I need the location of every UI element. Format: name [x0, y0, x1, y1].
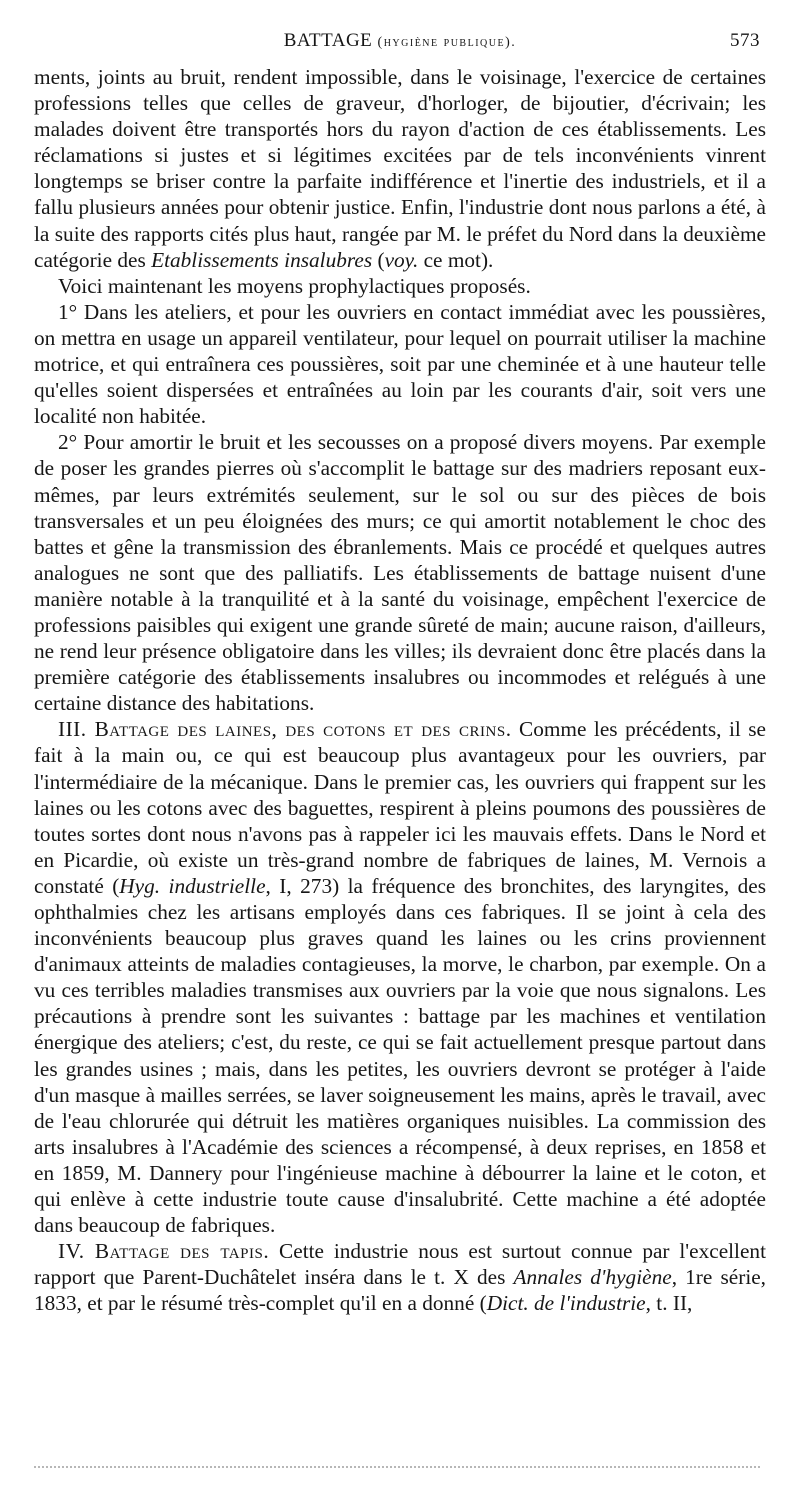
header-title: BATTAGE [283, 30, 373, 51]
paragraph-measure-1: 1° Dans les ateliers, et pour les ouvriers en contact immédiat avec les poussières, on mettra en usage un appareil ventilateur, pour lequel on pourrait utiliser la machine motrice, et qui entraînera ces poussières, soit par une cheminée et à une hauteur telle qu'elles soient dispersées et entraînées au loin par les courants d'air, soit vers une localité non habitée. [34, 299, 766, 429]
section-iii-heading: III. Battage des laines, des cotons et des crins. [58, 717, 512, 742]
paragraph-prophylaxis-intro: Voici maintenant les moyens prophylactiques proposés. [58, 273, 531, 298]
running-header [34, 30, 766, 64]
header-subtitle: (hygiène publique). [377, 35, 517, 50]
section-iv-heading: IV. Battage des tapis. [58, 1239, 270, 1264]
section-iv-paragraph: IV. Battage des tapis. Cette industrie nous est surtout connue par l'excellent rapport que Parent-Duchâtelet inséra dans le t. X des Annales d'hygiène, 1re série, 1833, et par le résumé très-complet qu'il en a donné (Dict. de l'industrie, t. II, [34, 1239, 767, 1316]
running-title [34, 30, 766, 52]
paragraph-continuation: ments, joints au bruit, rendent impossible, dans le voisinage, l'exercice de certaines professions telles que celles de graveur, d'horloger, de bijoutier, d'écrivain; les malades doivent être transportés hors du rayon d'action de ces établissements. Les réclamations si justes et si légitimes excitées par de tels inconvénients vinrent longtemps se briser contre la parfaite indifférence et l'inertie des industriels, et il a fallu plusieurs années pour obtenir justice. Enfin, l'industrie dont nous parlons a été, à la suite des rapports cités plus haut, rangée par M. le préfet du Nord dans la deuxième catégorie des Etablissements insalubres (voy. ce mot). [34, 65, 766, 272]
page-number: 573 [730, 30, 760, 51]
paragraph-measure-2: 2° Pour amortir le bruit et les secousses on a proposé divers moyens. Par exemple de poser les grandes pierres où s'accomplit le battage sur des madriers reposant eux-mêmes, par leurs extrémités seulement, sur le sol ou sur des pièces de bois transversales et un peu éloignées des murs; ce qui amortit notablement le choc des battes et gêne la transmission des ébranlements. Mais ce procédé et quelques autres analogues ne sont que des palliatifs. Les établissements de battage nuisent d'une manière notable à la tranquilité et à la santé du voisinage, empêchent l'exercice de professions paisibles qui exigent une grande sûreté de main; aucune raison, d'ailleurs, ne rend leur présence obligatoire dans les villes; ils devraient donc être placés dans la première catégorie des établissements insalubres ou incommodes et relégués à une certaine distance des habitations. [34, 430, 766, 716]
footer-rule [34, 1466, 760, 1470]
section-iii-paragraph: III. Battage des laines, des cotons et des crins. Comme les précédents, il se fait à la main ou, ce qui est beaucoup plus avantageux pour les ouvriers, par l'intermédiaire de la mécanique. Dans le premier cas, les ouvriers qui frappent sur les laines ou les cotons avec des baguettes, respirent à pleins poumons des poussières de toutes sortes dont nous n'avons pas à rappeler ici les mauvais effets. Dans le Nord et en Picardie, où existe un très-grand nombre de fabriques de laines, M. Vernois a constaté (Hyg. industrielle, I, 273) la fréquence des bronchites, des laryngites, des ophthalmies chez les artisans employés dans ces fabriques. Il se joint à cela des inconvénients beaucoup plus graves quand les laines ou les crins proviennent d'animaux atteints de maladies contagieuses, la morve, le charbon, par exemple. On a vu ces terribles maladies transmises aux ouvriers par la voie que nous signalons. Les précautions à prendre sont les suivantes : battage par les machines et ventilation énergique des ateliers; c'est, du reste, ce qui se fait actuellement presque partout dans les grandes usines ; mais, dans les petites, les ouvriers devront se protéger à l'aide d'un masque à mailles serrées, se laver soigneusement les mains, après le travail, avec de l'eau chlorurée qui détruit les matières organiques nuisibles. La commission des arts insalubres à l'Académie des sciences a récompensé, à deux reprises, en 1858 et en 1859, M. Dannery pour l'ingénieuse machine à débourrer la laine et le coton, et qui enlève à cette industrie toute cause d'insalubrité. Cette machine a été adoptée dans beaucoup de fabriques. [34, 717, 766, 1238]
body-text [34, 64, 766, 1317]
